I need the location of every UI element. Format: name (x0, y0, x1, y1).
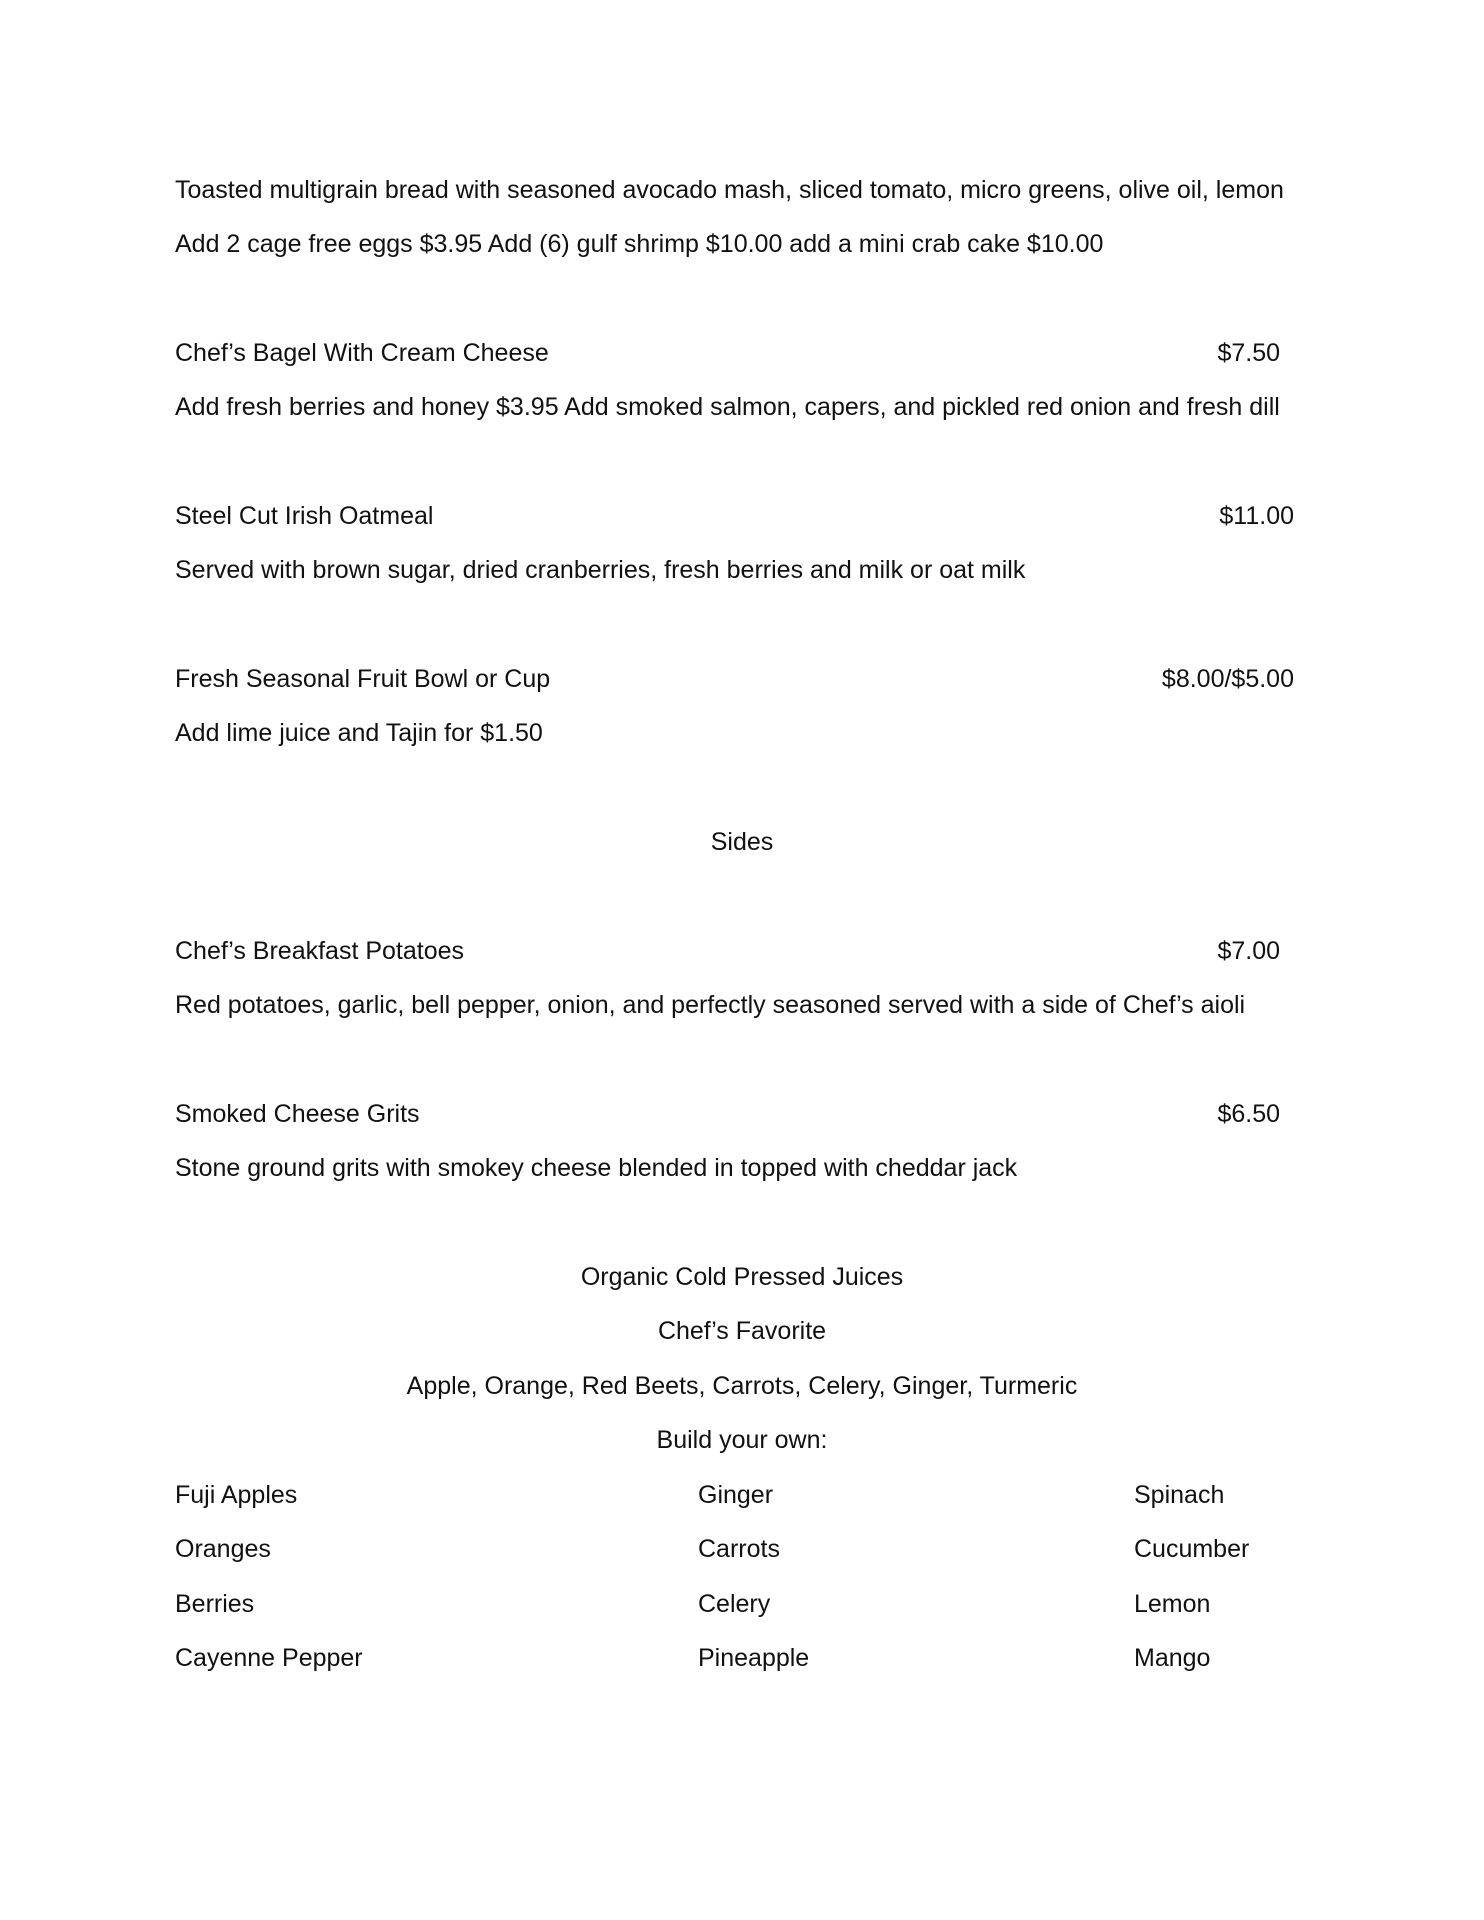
juices-heading: Organic Cold Pressed Juices (580, 1263, 904, 1291)
fruit-bowl-price: $8.00/$5.00 (1161, 665, 1294, 693)
juice-ingredient: Carrots (698, 1535, 780, 1563)
chefs-favorite-title: Chef’s Favorite (657, 1317, 827, 1345)
juice-ingredient: Fuji Apples (175, 1481, 298, 1509)
grits-description: Stone ground grits with smokey cheese blended in topped with cheddar jack (175, 1154, 1018, 1182)
avocado-toast-description: Toasted multigrain bread with seasoned avocado mash, sliced tomato, micro greens, olive oil, lemon (175, 176, 1284, 204)
oatmeal-price: $11.00 (1219, 502, 1294, 530)
juice-ingredient: Cucumber (1134, 1535, 1250, 1563)
juice-ingredient: Spinach (1134, 1481, 1225, 1509)
grits-name: Smoked Cheese Grits (175, 1100, 420, 1128)
juice-ingredient: Mango (1134, 1644, 1211, 1672)
juice-ingredient: Lemon (1134, 1590, 1211, 1618)
bagel-name: Chef’s Bagel With Cream Cheese (175, 339, 549, 367)
oatmeal-description: Served with brown sugar, dried cranberries, fresh berries and milk or oat milk (175, 556, 1026, 584)
fruit-bowl-description: Add lime juice and Tajin for $1.50 (175, 719, 543, 747)
chefs-favorite-ingredients: Apple, Orange, Red Beets, Carrots, Celery, Ginger, Turmeric (406, 1372, 1078, 1400)
oatmeal-name: Steel Cut Irish Oatmeal (175, 502, 434, 530)
potatoes-name: Chef’s Breakfast Potatoes (175, 937, 465, 965)
grits-price: $6.50 (1217, 1100, 1280, 1128)
juice-ingredient: Ginger (698, 1481, 774, 1509)
fruit-bowl-name: Fresh Seasonal Fruit Bowl or Cup (175, 665, 551, 693)
avocado-toast-addons: Add 2 cage free eggs $3.95 Add (6) gulf shrimp $10.00 add a mini crab cake $10.00 (175, 230, 1104, 258)
juice-ingredient: Cayenne Pepper (175, 1644, 363, 1672)
juice-ingredient: Oranges (175, 1535, 271, 1563)
juice-ingredient: Pineapple (698, 1644, 810, 1672)
bagel-description: Add fresh berries and honey $3.95 Add smoked salmon, capers, and pickled red onion and fresh dill (175, 393, 1280, 421)
sides-heading: Sides (710, 828, 774, 856)
potatoes-price: $7.00 (1217, 937, 1280, 965)
juice-ingredient: Celery (698, 1590, 771, 1618)
potatoes-description: Red potatoes, garlic, bell pepper, onion, and perfectly seasoned served with a side of Chef’s aioli (175, 991, 1246, 1019)
juice-ingredient: Berries (175, 1590, 255, 1618)
build-your-own-title: Build your own: (656, 1426, 828, 1454)
bagel-price: $7.50 (1217, 339, 1280, 367)
